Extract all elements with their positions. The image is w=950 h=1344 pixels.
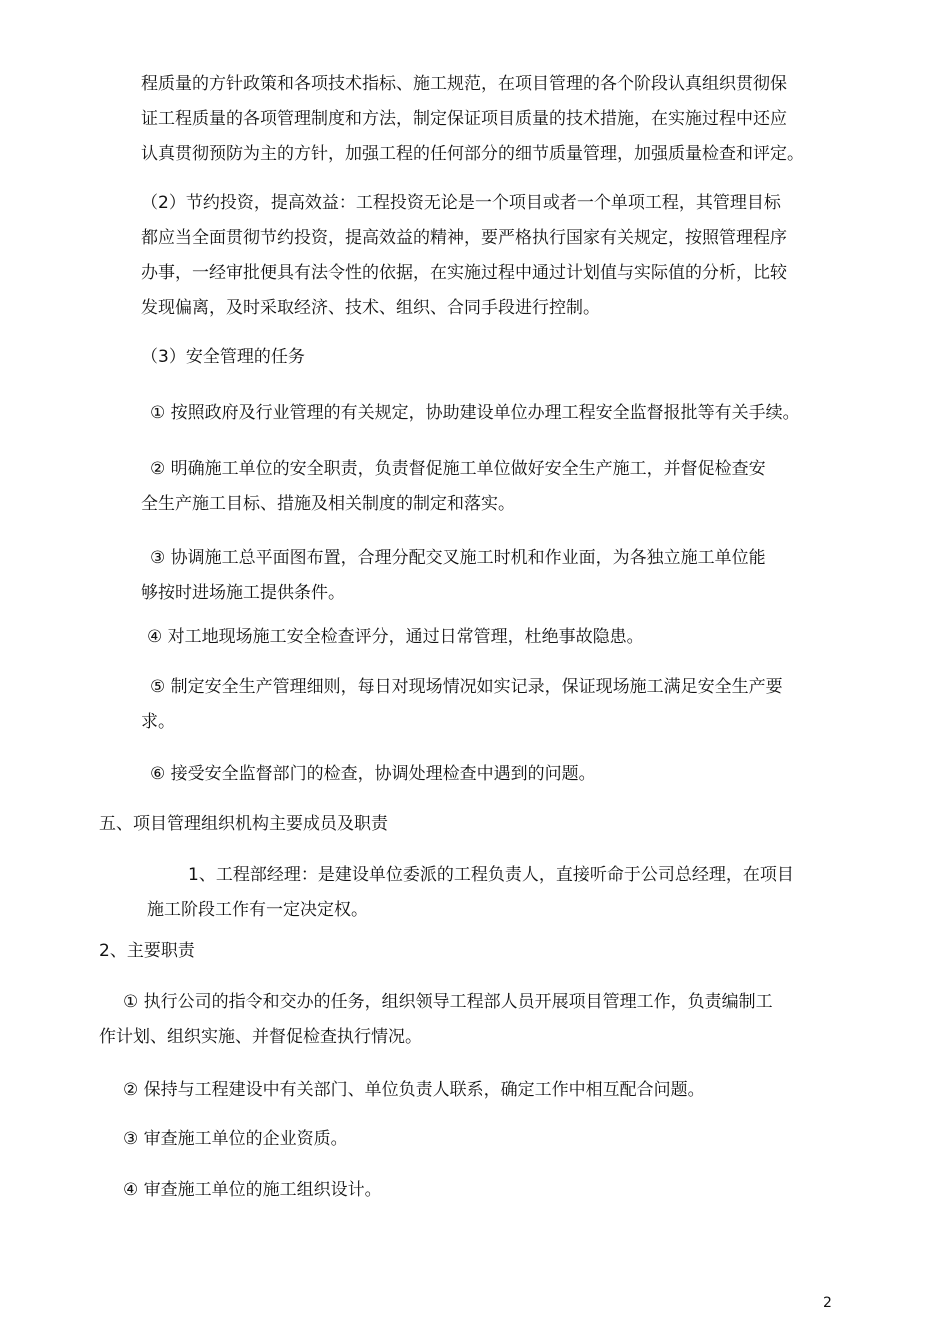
text-line: 全生产施工目标、措施及相关制度的制定和落实。: [141, 494, 515, 514]
text-line: ③ 协调施工总平面图布置，合理分配交叉施工时机和作业面，为各独立施工单位能: [150, 548, 766, 568]
section-heading-5: [99, 807, 388, 842]
list-item-safety-6: [150, 757, 596, 792]
list-item-safety-3: [141, 541, 766, 611]
text-line: 作计划、组织实施、并督促检查执行情况。: [99, 1027, 422, 1047]
text-line: ③ 审查施工单位的企业资质。: [123, 1129, 348, 1149]
text-line: ④ 对工地现场施工安全检查评分，通过日常管理，杜绝事故隐患。: [147, 627, 644, 647]
list-item-duty-2: [123, 1073, 705, 1108]
text-line: ② 保持与工程建设中有关部门、单位负责人联系，确定工作中相互配合问题。: [123, 1080, 705, 1100]
heading-main-duties: [99, 934, 195, 969]
list-item-duty-3: [123, 1122, 348, 1157]
list-item-safety-2: [141, 452, 766, 522]
text-line: （2）节约投资，提高效益：工程投资无论是一个项目或者一个单项工程，其管理目标: [141, 193, 781, 213]
text-line: 程质量的方针政策和各项技术指标、施工规范，在项目管理的各个阶段认真组织贯彻保: [141, 74, 787, 94]
list-item-safety-4: [147, 620, 644, 655]
text-line: 办事，一经审批便具有法令性的依据，在实施过程中通过计划值与实际值的分析，比较: [141, 263, 787, 283]
text-line: 施工阶段工作有一定决定权。: [147, 900, 368, 920]
text-line: 够按时进场施工提供条件。: [141, 583, 345, 603]
list-item-duty-4: [123, 1173, 382, 1208]
text-line: ⑤ 制定安全生产管理细则，每日对现场情况如实记录，保证现场施工满足安全生产要: [150, 677, 783, 697]
text-line: ⑥ 接受安全监督部门的检查，协调处理检查中遇到的问题。: [150, 764, 596, 784]
page-number: 2: [823, 1295, 832, 1311]
text-line: ② 明确施工单位的安全职责，负责督促施工单位做好安全生产施工，并督促检查安: [150, 459, 766, 479]
text-line: （3）安全管理的任务: [141, 347, 305, 367]
text-line: 2、主要职责: [99, 941, 195, 961]
text-line: 都应当全面贯彻节约投资，提高效益的精神，要严格执行国家有关规定，按照管理程序: [141, 228, 787, 248]
text-line: 证工程质量的各项管理制度和方法，制定保证项目质量的技术措施，在实施过程中还应: [141, 109, 787, 129]
paragraph-quality-policy: [141, 67, 804, 172]
text-line: ① 按照政府及行业管理的有关规定，协助建设单位办理工程安全监督报批等有关手续。: [150, 403, 800, 423]
paragraph-save-investment: [141, 186, 787, 326]
text-line: ① 执行公司的指令和交办的任务，组织领导工程部人员开展项目管理工作，负责编制工: [123, 992, 773, 1012]
list-item-safety-5: [141, 670, 783, 740]
text-line: 1、工程部经理：是建设单位委派的工程负责人，直接听命于公司总经理，在项目: [188, 865, 794, 885]
text-line: 发现偏离，及时采取经济、技术、组织、合同手段进行控制。: [141, 298, 600, 318]
text-line: 五、项目管理组织机构主要成员及职责: [99, 814, 388, 834]
heading-safety-tasks: [141, 340, 305, 375]
list-item-safety-1: [150, 396, 800, 431]
paragraph-manager-role: [147, 858, 794, 928]
list-item-duty-1: [99, 985, 773, 1055]
text-line: 求。: [141, 712, 175, 732]
text-line: 认真贯彻预防为主的方针，加强工程的任何部分的细节质量管理，加强质量检查和评定。: [141, 144, 804, 164]
text-line: ④ 审查施工单位的施工组织设计。: [123, 1180, 382, 1200]
